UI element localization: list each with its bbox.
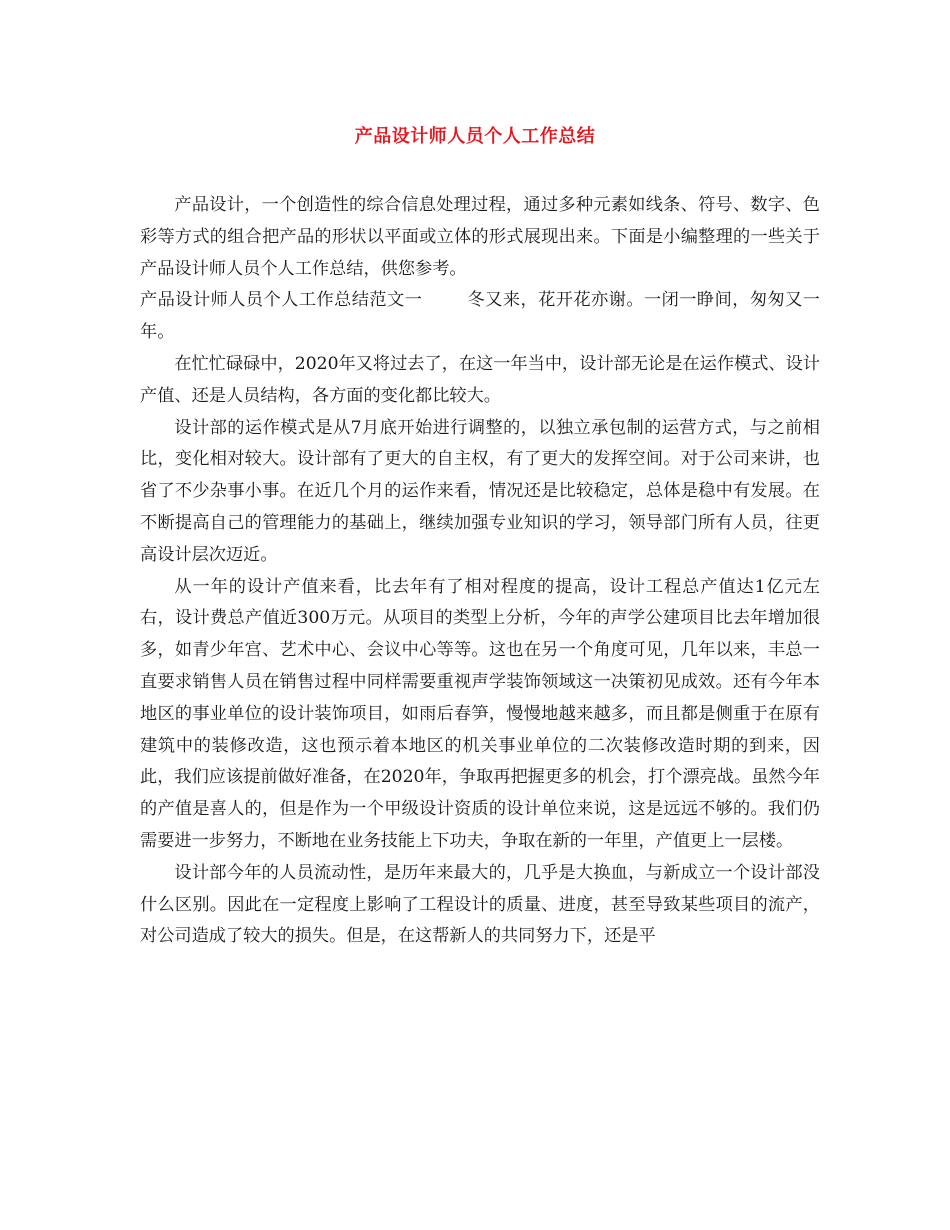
body-paragraph: 设计部今年的人员流动性，是历年来最大的，几乎是大换血，与新成立一个设计部没什么区别。因此在一定程度上影响了工程设计的质量、进度，甚至导致某些项目的流产，对公司造成了较大的损失。但是，在这帮新人的共同努力下，还是平 [140,862,820,947]
document-title: 产品设计师人员个人工作总结 [354,126,596,147]
body-paragraph: 在忙忙碌碌中，2020年又将过去了，在这一年当中，设计部无论是在运作模式、设计产值、还是人员结构，各方面的变化都比较大。 [140,353,820,406]
sample-intro: 冬又来，花开花亦谢。一闭一睁间，匆匆又一年。 [140,290,820,343]
intro-paragraph: 产品设计，一个创造性的综合信息处理过程，通过多种元素如线条、符号、数字、色彩等方式的组合把产品的形状以平面或立体的形式展现出来。下面是小编整理的一些关于产品设计师人员个人工作总结，供您参考。 [140,195,820,279]
body-paragraph: 设计部的运作模式是从7月底开始进行调整的，以独立承包制的运营方式，与之前相比，变化相对较大。设计部有了更大的自主权，有了更大的发挥空间。对于公司来讲，也省了不少杂事小事。在近几个月的运作来看，情况还是比较稳定，总体是稳中有发展。在不断提高自己的管理能力的基础上，继续加强专业知识的学习，领导部门所有人员，往更高设计层次迈近。 [140,417,820,565]
document-body [140,190,820,953]
sample-heading: 产品设计师人员个人工作总结范文一 [140,290,423,311]
body-paragraph: 从一年的设计产值来看，比去年有了相对程度的提高，设计工程总产值达1亿元左右，设计费总产值近300万元。从项目的类型上分析，今年的声学公建项目比去年增加很多，如青少年宫、艺术中心、会议中心等等。这也在另一个角度可见，几年以来，丰总一直要求销售人员在销售过程中同样需要重视声学装饰领域这一决策初见成效。还有今年本地区的事业单位的设计装饰项目，如雨后春笋，慢慢地越来越多，而且都是侧重于在原有建筑中的装修改造，这也预示着本地区的机关事业单位的二次装修改造时期的到来，因此，我们应该提前做好准备，在2020年，争取再把握更多的机会，打个漂亮战。虽然今年的产值是喜人的，但是作为一个甲级设计资质的设计单位来说，这是远远不够的。我们仍需要进一步努力，不断地在业务技能上下功夫，争取在新的一年里，产值更上一层楼。 [140,576,820,851]
sample-heading-line [140,285,820,349]
